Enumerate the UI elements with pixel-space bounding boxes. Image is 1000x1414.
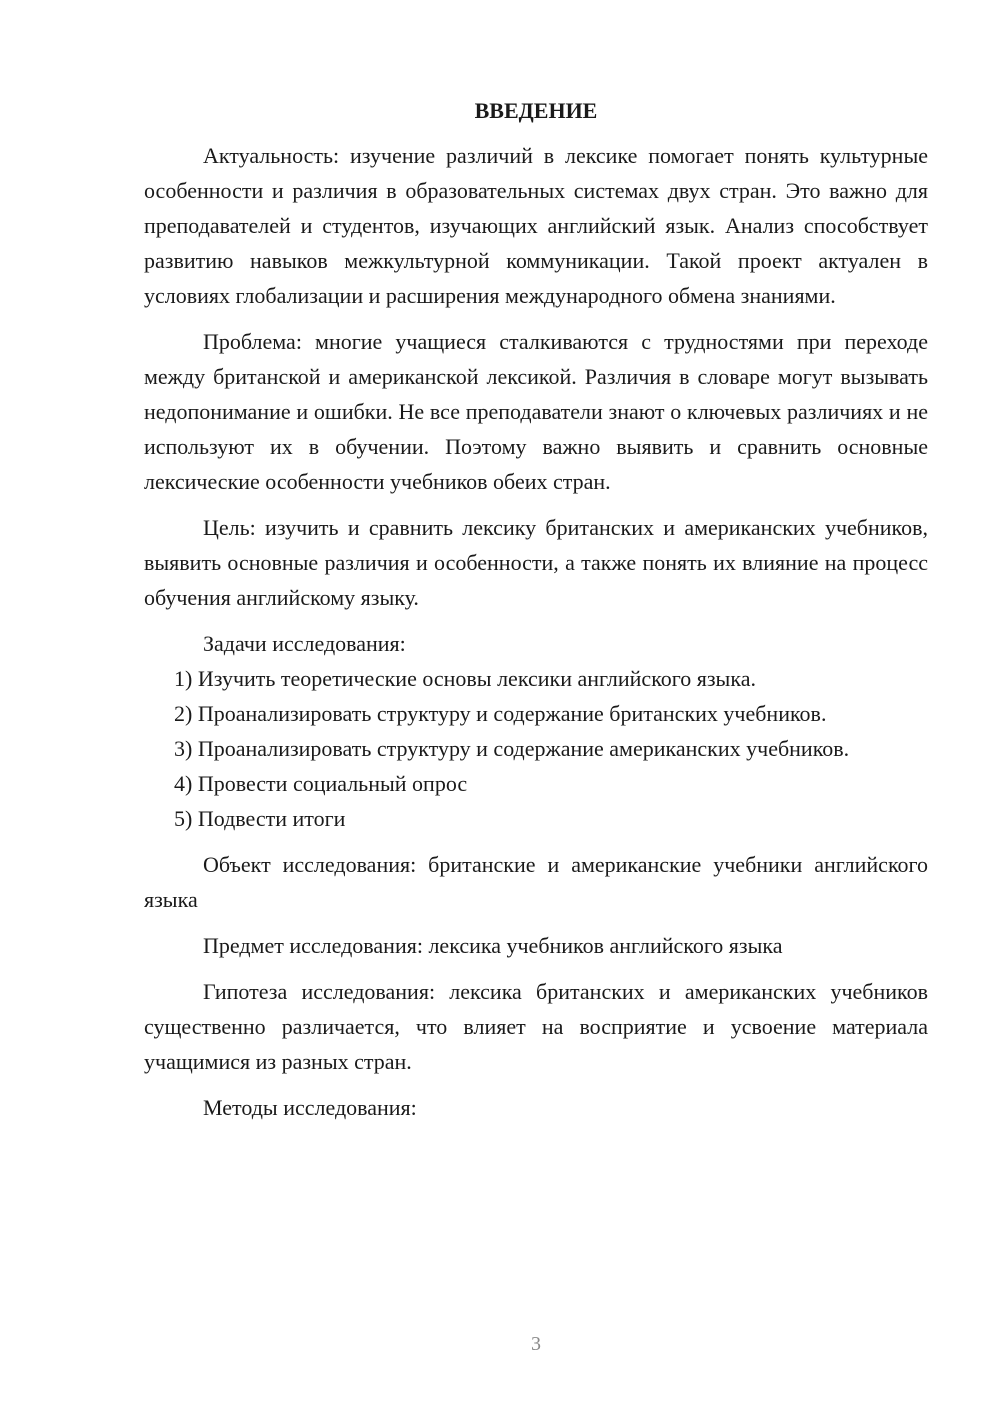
tasks-heading: Задачи исследования:	[203, 631, 406, 656]
methods-heading: Методы исследования:	[203, 1095, 417, 1120]
paragraph-goal: Цель: изучить и сравнить лексику британских и американских учебников, выявить основные различия и особенности, а также понять их влияние на процесс обучения английскому языку.	[144, 515, 928, 610]
document-body	[144, 93, 928, 1125]
paragraph-object: Объект исследования: британские и американские учебники английского языка	[144, 852, 928, 912]
page-number: 3	[531, 1333, 541, 1355]
task-item-3: 3) Проанализировать структуру и содержание американских учебников.	[174, 736, 850, 761]
task-item-1: 1) Изучить теоретические основы лексики английского языка.	[174, 666, 756, 691]
task-item-4: 4) Провести социальный опрос	[174, 771, 468, 796]
paragraph-problem: Проблема: многие учащиеся сталкиваются с трудностями при переходе между британской и американской лексикой. Различия в словаре могут вызывать недопонимание и ошибки. Не все преподаватели знают о ключевых различиях и не используют их в обучении. Поэтому важно выявить и сравнить основные лексические особенности учебников обеих стран.	[144, 329, 928, 494]
paragraph-relevance: Актуальность: изучение различий в лексике помогает понять культурные особенности и различия в образовательных системах двух стран. Это важно для преподавателей и студентов, изучающих английский язык. Анализ способствует развитию навыков межкультурной коммуникации. Такой проект актуален в условиях глобализации и расширения международного обмена знаниями.	[144, 143, 928, 308]
task-item-5: 5) Подвести итоги	[174, 806, 346, 831]
page-title: ВВЕДЕНИЕ	[474, 98, 598, 123]
task-item-2: 2) Проанализировать структуру и содержание британских учебников.	[174, 701, 827, 726]
paragraph-subject: Предмет исследования: лексика учебников английского языка	[203, 933, 783, 958]
paragraph-hypothesis: Гипотеза исследования: лексика британских и американских учебников существенно различается, что влияет на восприятие и усвоение материала учащимися из разных стран.	[144, 979, 928, 1074]
